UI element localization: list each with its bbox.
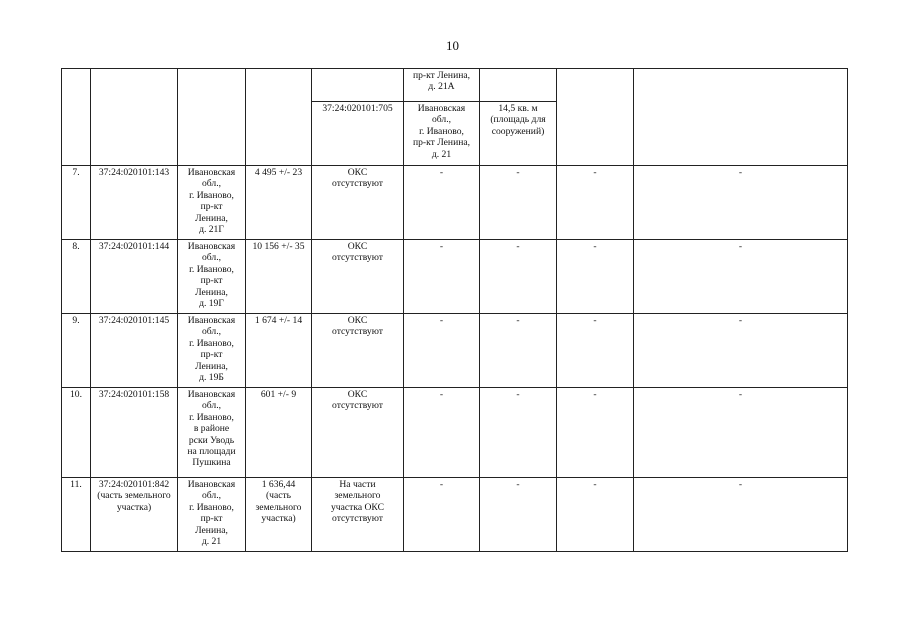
table-row xyxy=(62,166,848,240)
page-number: 10 xyxy=(446,38,459,53)
cell-num xyxy=(62,69,91,166)
cell-c6: - xyxy=(404,388,480,478)
cell-c8: - xyxy=(557,478,634,552)
cell-num: 7. xyxy=(62,166,91,240)
cell-c8: - xyxy=(557,166,634,240)
cell-sub-cadastral-empty xyxy=(312,69,404,102)
continuation-row xyxy=(62,69,848,102)
cell-c7: - xyxy=(480,478,557,552)
cell-area: 10 156 +/- 35 xyxy=(246,240,312,314)
cell-area xyxy=(246,69,312,166)
cell-area: 1 674 +/- 14 xyxy=(246,314,312,388)
cell-prev-address-tail: пр-кт Ленина, д. 21А xyxy=(404,69,480,102)
cell-oks: На части земельного участка ОКС отсутствуют xyxy=(312,478,404,552)
cell-sub-area-empty xyxy=(480,69,557,102)
table-row xyxy=(62,478,848,552)
cell-c7: - xyxy=(480,388,557,478)
cell-sub-address: Ивановская обл., г. Иваново, пр-кт Ленина, д. 21 xyxy=(404,102,480,166)
cell-area: 1 636,44 (часть земельного участка) xyxy=(246,478,312,552)
cell-address: Ивановская обл., г. Иваново, пр-кт Ленина, д. 19Б xyxy=(178,314,246,388)
cell-cadastral: 37:24:020101:842 (часть земельного участка) xyxy=(91,478,178,552)
cell-oks: ОКС отсутствуют xyxy=(312,166,404,240)
cell-cadastral: 37:24:020101:158 xyxy=(91,388,178,478)
cell-address: Ивановская обл., г. Иваново, в районе рски Уводь на площади Пушкина xyxy=(178,388,246,478)
cell-address: Ивановская обл., г. Иваново, пр-кт Ленина, д. 21 xyxy=(178,478,246,552)
cell-c6: - xyxy=(404,166,480,240)
cell-address xyxy=(178,69,246,166)
cell-c8: - xyxy=(557,240,634,314)
table-row xyxy=(62,240,848,314)
cell-cadastral: 37:24:020101:144 xyxy=(91,240,178,314)
cell-c9: - xyxy=(634,478,848,552)
table-row xyxy=(62,388,848,478)
cell-oks: ОКС отсутствуют xyxy=(312,314,404,388)
cell-area: 4 495 +/- 23 xyxy=(246,166,312,240)
cell-num: 10. xyxy=(62,388,91,478)
cell-c6: - xyxy=(404,314,480,388)
cell-cadastral xyxy=(91,69,178,166)
cell-c9: - xyxy=(634,240,848,314)
cell-address: Ивановская обл., г. Иваново, пр-кт Ленина, д. 19Г xyxy=(178,240,246,314)
cell-address: Ивановская обл., г. Иваново, пр-кт Ленина, д. 21Г xyxy=(178,166,246,240)
cell-oks: ОКС отсутствуют xyxy=(312,388,404,478)
cell-cadastral: 37:24:020101:143 xyxy=(91,166,178,240)
cell-c8: - xyxy=(557,314,634,388)
table-row xyxy=(62,314,848,388)
cell-area: 601 +/- 9 xyxy=(246,388,312,478)
land-plots-table xyxy=(61,68,848,552)
cell-sub-area: 14,5 кв. м (площадь для сооружений) xyxy=(480,102,557,166)
cell-cadastral: 37:24:020101:145 xyxy=(91,314,178,388)
cell-c6: - xyxy=(404,240,480,314)
cell-c9: - xyxy=(634,388,848,478)
cell-c7: - xyxy=(480,240,557,314)
cell-c8 xyxy=(557,69,634,166)
cell-c7: - xyxy=(480,166,557,240)
cell-c7: - xyxy=(480,314,557,388)
cell-c9: - xyxy=(634,314,848,388)
cell-c9 xyxy=(634,69,848,166)
cell-num: 8. xyxy=(62,240,91,314)
cell-sub-cadastral: 37:24:020101:705 xyxy=(312,102,404,166)
cell-num: 11. xyxy=(62,478,91,552)
cell-c6: - xyxy=(404,478,480,552)
cell-oks: ОКС отсутствуют xyxy=(312,240,404,314)
cell-num: 9. xyxy=(62,314,91,388)
cell-c8: - xyxy=(557,388,634,478)
cell-c9: - xyxy=(634,166,848,240)
